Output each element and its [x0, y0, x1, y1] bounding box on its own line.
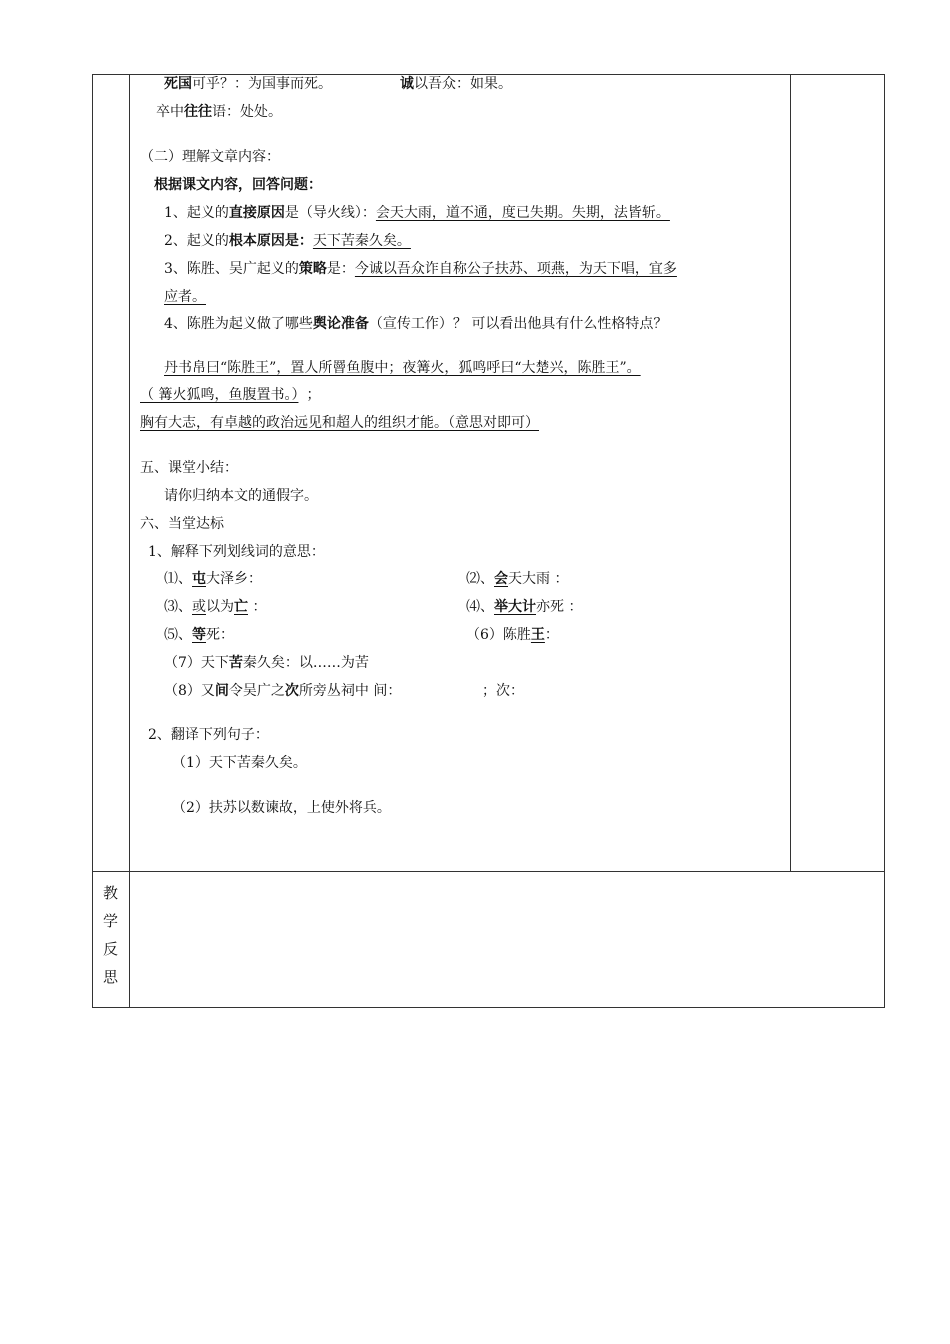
table-bottom-border [92, 1007, 885, 1008]
item-text: 亦死 ： [536, 599, 583, 615]
table-left-border [92, 74, 93, 1008]
vocab-line-1 [164, 75, 332, 93]
item-text: 大泽乡： [206, 571, 262, 587]
item-text: 以为 [206, 599, 234, 615]
question-text: 是（导火线）： [284, 205, 376, 221]
label-char: 思 [102, 968, 118, 986]
question-4 [164, 315, 667, 333]
drill-item-3 [164, 598, 266, 616]
question-keyword: 策略 [298, 261, 327, 277]
question-text: 1、起义的 [164, 205, 229, 221]
part2-heading: （二）理解文章内容： [140, 149, 280, 165]
item-number: （7）天下 [164, 655, 229, 671]
drill-item-6 [466, 626, 559, 644]
question-text: 是： [326, 261, 355, 277]
question-2 [164, 232, 411, 250]
answer-4-line-2 [140, 386, 320, 404]
target-word: 会 [494, 571, 508, 587]
item-text: ： [544, 627, 559, 643]
item-number: ⑴、 [164, 571, 192, 587]
drill-item-4 [466, 598, 582, 616]
vocab-meaning: 语：处处。 [212, 104, 282, 120]
label-char: 教 [102, 884, 118, 902]
target-word: 亡 [234, 599, 248, 615]
table-right-border [884, 74, 885, 1008]
question-text: 3、陈胜、吴广起义的 [164, 261, 299, 277]
translate-sentence-2: （2）扶苏以数谏故，上使外将兵。 [172, 800, 391, 816]
target-word: 次 [284, 683, 299, 699]
target-word: 间 [214, 683, 229, 699]
item-text: 天大雨 ： [508, 571, 569, 587]
vocab-meaning: 可乎？：为国事而死。 [192, 76, 332, 92]
item-number: （6）陈胜 [466, 627, 531, 643]
answer-text: 会天大雨，道不通，度已失期。失期，法皆斩。 [375, 205, 670, 221]
item-text: 所旁丛祠中 间： [298, 683, 402, 699]
vocab-word: 死国 [164, 76, 192, 92]
teaching-reflection-label [92, 879, 129, 991]
table-right-col-divider [790, 74, 791, 872]
drill-item-1 [164, 570, 262, 588]
question-keyword: 舆论准备 [312, 316, 369, 332]
target-word: 或 [192, 599, 206, 615]
question-text: （宣传工作）？ 可以看出他具有什么性格特点？ [368, 316, 668, 332]
label-char: 反 [102, 940, 118, 958]
vocab-meaning: 以吾众：如果。 [414, 76, 512, 92]
drill-item-5 [164, 626, 234, 644]
table-col-divider [129, 74, 130, 1008]
drill-question-1: 1、解释下列划线词的意思： [148, 544, 325, 560]
drill-item-2 [466, 570, 568, 588]
question-keyword: 根本原因是： [228, 233, 313, 249]
answer-text: 今诚以吾众诈自称公子扶苏、项燕，为天下唱，宜多 [354, 261, 677, 277]
vocab-line-1b [400, 75, 512, 93]
translate-sentence-1: （1）天下苦秦久矣。 [172, 755, 307, 771]
drill-item-7 [164, 654, 369, 672]
target-word: 王 [530, 627, 545, 643]
drill-question-2: 2、翻译下列句子： [148, 727, 269, 743]
item-text: ： [248, 599, 267, 615]
target-word: 苦 [228, 655, 243, 671]
item-number: ⑷、 [466, 599, 494, 615]
item-number: （8）又 [164, 683, 215, 699]
question-text: 2、起义的 [164, 233, 229, 249]
answer-4-line-3: 胸有大志，有卓越的政治远见和超人的组织才能。（意思对即可） [140, 415, 539, 431]
target-word: 等 [192, 627, 206, 643]
vocab-text: 卒中 [156, 104, 184, 120]
question-3-answer-cont: 应者。 [164, 289, 206, 305]
item-number: ⑸、 [164, 627, 192, 643]
vocab-word: 诚 [400, 76, 414, 92]
label-char: 学 [102, 912, 118, 930]
drill-heading: 六、当堂达标 [140, 516, 224, 532]
part2-instruction: 根据课文内容，回答问题： [154, 177, 322, 193]
question-keyword: 直接原因 [228, 205, 285, 221]
target-word: 屯 [192, 571, 206, 587]
answer-text: （ 篝火狐鸣，鱼腹置书。） [140, 387, 299, 403]
target-word: 举大计 [494, 599, 536, 615]
summary-text: 请你归纳本文的通假字。 [164, 488, 318, 504]
answer-punct: ； [306, 387, 321, 403]
drill-item-8-tail: ；次： [482, 683, 524, 699]
question-text: 4、陈胜为起义做了哪些 [164, 316, 313, 332]
item-number: ⑶、 [164, 599, 192, 615]
table-row-divider [92, 871, 885, 872]
answer-text: 天下苦秦久矣。 [312, 233, 411, 249]
question-1 [164, 204, 670, 222]
summary-heading: 五、课堂小结： [140, 460, 238, 476]
item-text: 令吴广之 [228, 683, 285, 699]
item-text: 死： [206, 627, 234, 643]
vocab-word: 往往 [184, 104, 212, 120]
answer-4-line-1: 丹书帛曰“陈胜王”，置人所罾鱼腹中；夜篝火，狐鸣呼曰“大楚兴，陈胜王”。 [164, 360, 641, 376]
drill-item-8 [164, 682, 401, 700]
vocab-line-2 [156, 103, 282, 121]
item-number: ⑵、 [466, 571, 494, 587]
question-3 [164, 260, 677, 278]
item-text: 秦久矣：以……为苦 [242, 655, 369, 671]
